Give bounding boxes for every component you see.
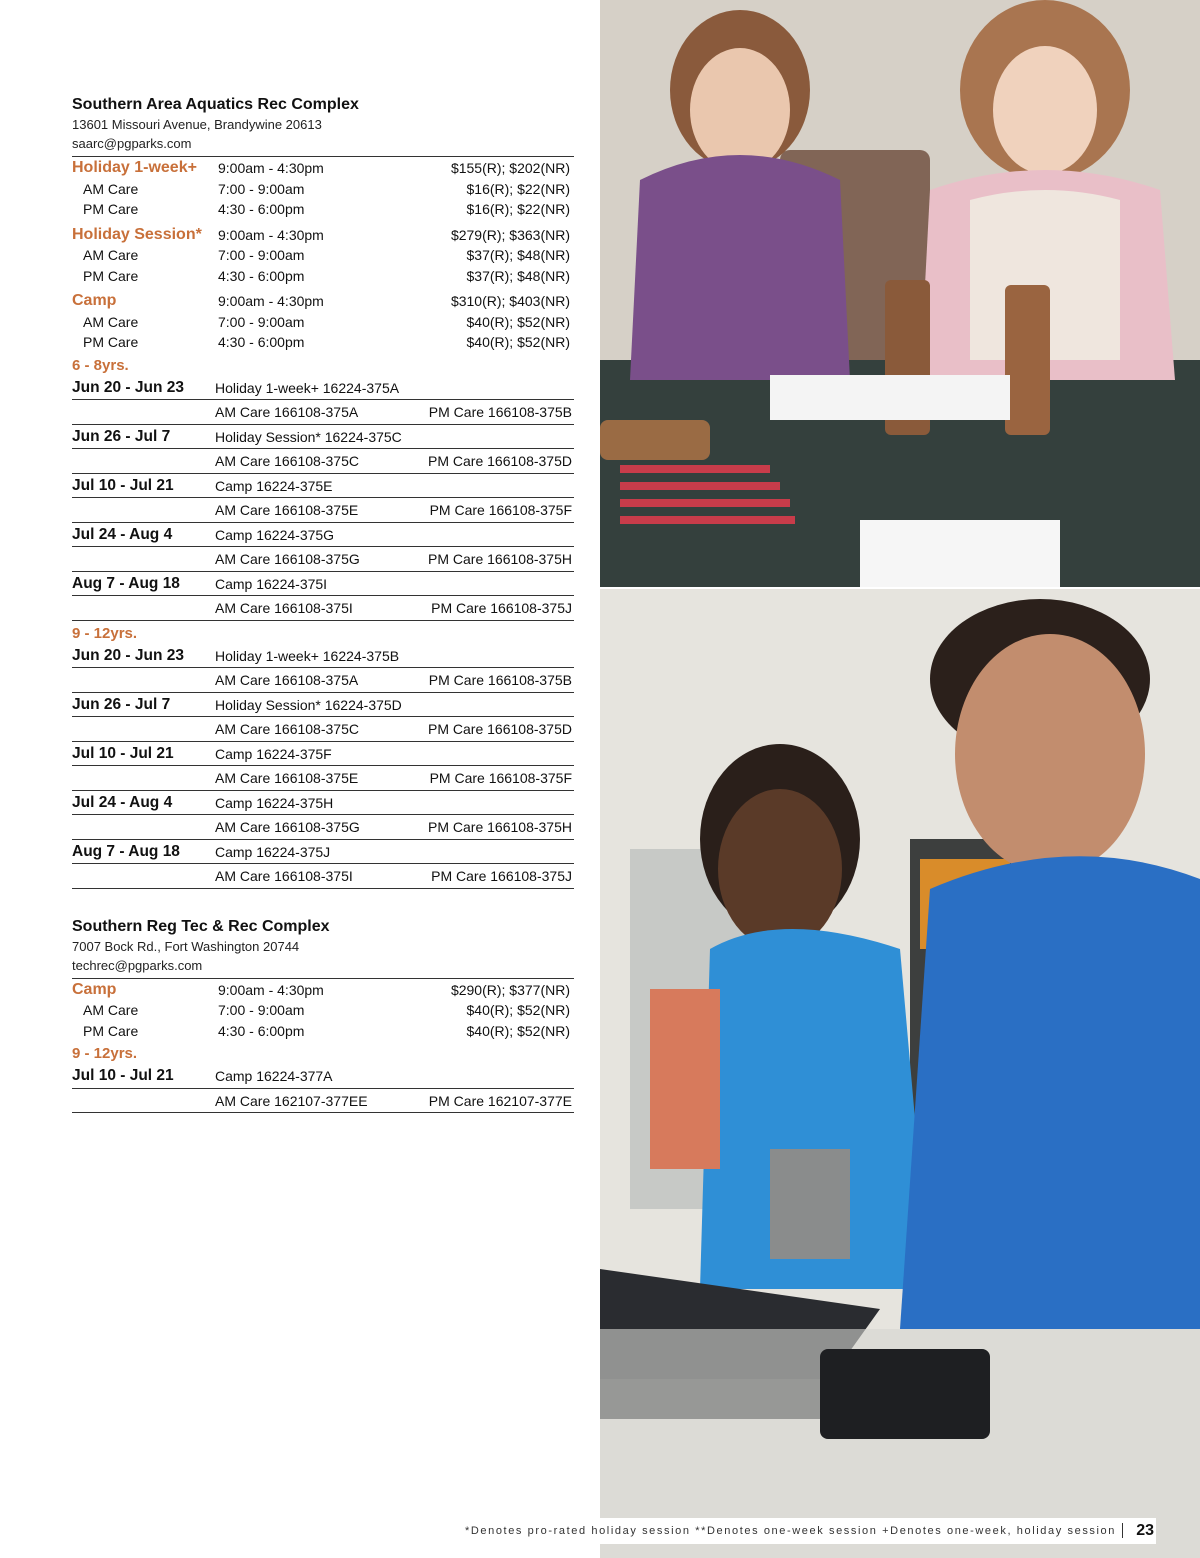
care-row xyxy=(72,864,574,889)
facility-email[interactable]: techrec@pgparks.com xyxy=(72,957,203,973)
page-divider xyxy=(1122,1523,1123,1538)
photo-kids-robotics xyxy=(600,589,1200,1558)
fee-price: $310(R); $403(NR) xyxy=(450,293,570,309)
session-program: Camp 16224-375I xyxy=(215,575,328,592)
care-row xyxy=(72,766,574,791)
pm-care-code: PM Care 166108-375H xyxy=(428,551,572,567)
fee-row xyxy=(72,1021,574,1042)
pm-care-code: PM Care 166108-375J xyxy=(431,868,572,884)
fee-row xyxy=(72,332,574,353)
facility-name: Southern Area Aquatics Rec Complex xyxy=(72,96,359,113)
footer-note: *Denotes pro-rated holiday session **Denotes one-week session +Denotes one-week, holiday session xyxy=(464,1525,1116,1537)
fee-time: 7:00 - 9:00am xyxy=(218,180,305,197)
fee-row xyxy=(72,266,574,287)
pm-care-code: PM Care 166108-375F xyxy=(429,770,572,786)
age-group-label: 9 - 12yrs. xyxy=(72,1045,138,1062)
fee-label: AM Care xyxy=(83,313,139,330)
session-row xyxy=(72,644,574,669)
facility-2 xyxy=(72,917,574,1114)
fee-time: 4:30 - 6:00pm xyxy=(218,201,305,217)
care-row xyxy=(72,547,574,572)
session-dates: Jun 26 - Jul 7 xyxy=(72,695,171,713)
fee-row xyxy=(72,291,574,312)
care-row xyxy=(72,449,574,474)
fee-row xyxy=(72,199,574,220)
facility-address: 7007 Bock Rd., Fort Washington 20744 xyxy=(72,938,300,954)
pm-care-code: PM Care 166108-375H xyxy=(428,819,572,835)
fee-price: $37(R); $48(NR) xyxy=(466,247,570,263)
pm-care-code: PM Care 166108-375B xyxy=(428,404,572,420)
fee-label: PM Care xyxy=(83,1022,139,1039)
session-row xyxy=(72,693,574,718)
am-care-code: AM Care 166108-375E xyxy=(215,502,359,518)
fee-time: 7:00 - 9:00am xyxy=(218,247,305,263)
fee-time: 7:00 - 9:00am xyxy=(218,313,305,330)
session-dates: Jul 24 - Aug 4 xyxy=(72,525,173,543)
photo-kids-crafting xyxy=(600,0,1200,587)
session-row xyxy=(72,840,574,865)
session-program: Camp 16224-375E xyxy=(215,477,333,494)
fee-table xyxy=(72,978,574,1042)
session-program: Camp 16224-375H xyxy=(215,794,334,811)
session-dates: Jun 20 - Jun 23 xyxy=(72,646,184,664)
session-program: Holiday 1-week+ 16224-375A xyxy=(215,379,400,396)
session-row xyxy=(72,1064,574,1089)
session-program: Camp 16224-375G xyxy=(215,526,335,543)
care-row xyxy=(72,596,574,621)
session-program: Camp 16224-375F xyxy=(215,745,332,762)
fee-label: AM Care xyxy=(83,247,139,263)
fee-time: 9:00am - 4:30pm xyxy=(218,160,324,176)
session-program: Camp 16224-375J xyxy=(215,843,331,860)
session-dates: Jul 10 - Jul 21 xyxy=(72,1067,174,1084)
session-dates: Jun 20 - Jun 23 xyxy=(72,378,184,396)
session-dates: Aug 7 - Aug 18 xyxy=(72,842,180,860)
pm-care-code: PM Care 166108-375B xyxy=(428,672,572,688)
age-groups xyxy=(72,1044,574,1113)
pm-care-code: PM Care 166108-375D xyxy=(428,721,572,737)
am-care-code: AM Care 166108-375E xyxy=(215,770,359,786)
pm-care-code: PM Care 166108-375D xyxy=(428,453,572,469)
am-care-code: AM Care 166108-375C xyxy=(215,453,359,469)
session-program: Holiday Session* 16224-375C xyxy=(215,428,402,445)
am-care-code: AM Care 166108-375G xyxy=(215,819,360,835)
fee-price: $16(R); $22(NR) xyxy=(466,201,570,217)
pm-care-code: PM Care 162107-377E xyxy=(428,1092,572,1109)
session-program: Holiday 1-week+ 16224-375B xyxy=(215,647,400,664)
fee-row xyxy=(72,980,574,1001)
fee-price: $40(R); $52(NR) xyxy=(466,1022,570,1039)
fee-row xyxy=(72,158,574,179)
fee-price: $40(R); $52(NR) xyxy=(466,1002,570,1018)
am-care-code: AM Care 162107-377EE xyxy=(215,1092,368,1109)
fee-price: $37(R); $48(NR) xyxy=(466,267,570,284)
fee-label: PM Care xyxy=(83,334,139,350)
age-group-label: 9 - 12yrs. xyxy=(72,624,138,642)
fee-label: AM Care xyxy=(83,1002,139,1018)
am-care-code: AM Care 166108-375A xyxy=(215,672,359,688)
fee-label: Camp xyxy=(72,980,117,998)
fee-label: Holiday 1-week+ xyxy=(72,159,197,176)
session-row xyxy=(72,572,574,597)
fee-time: 9:00am - 4:30pm xyxy=(218,981,324,998)
session-dates: Jul 10 - Jul 21 xyxy=(72,476,174,494)
pm-care-code: PM Care 166108-375J xyxy=(431,600,572,616)
facility-address: 13601 Missouri Avenue, Brandywine 20613 xyxy=(72,117,322,132)
fee-label: PM Care xyxy=(83,201,139,217)
am-care-code: AM Care 166108-375A xyxy=(215,404,359,420)
fee-row xyxy=(72,179,574,200)
fee-label: PM Care xyxy=(83,267,139,284)
facility-email[interactable]: saarc@pgparks.com xyxy=(72,136,192,151)
session-row xyxy=(72,425,574,450)
fee-price: $155(R); $202(NR) xyxy=(450,160,570,176)
facility-1 xyxy=(72,95,574,889)
fee-row xyxy=(72,312,574,333)
fee-price: $16(R); $22(NR) xyxy=(466,180,570,197)
session-dates: Jul 10 - Jul 21 xyxy=(72,744,174,762)
care-row xyxy=(72,1089,574,1114)
session-row xyxy=(72,791,574,816)
fee-time: 4:30 - 6:00pm xyxy=(218,334,305,350)
fee-price: $279(R); $363(NR) xyxy=(450,226,570,243)
care-row xyxy=(72,717,574,742)
care-row xyxy=(72,668,574,693)
schedule-column xyxy=(72,95,574,1113)
fee-time: 4:30 - 6:00pm xyxy=(218,267,305,284)
care-row xyxy=(72,815,574,840)
fee-row xyxy=(72,1000,574,1021)
am-care-code: AM Care 166108-375C xyxy=(215,721,359,737)
age-groups xyxy=(72,356,574,889)
am-care-code: AM Care 166108-375I xyxy=(215,868,353,884)
am-care-code: AM Care 166108-375I xyxy=(215,600,353,616)
photo-illustration xyxy=(600,589,1200,1558)
session-dates: Jun 26 - Jul 7 xyxy=(72,427,171,445)
fee-label: AM Care xyxy=(83,180,139,197)
fee-row xyxy=(72,225,574,246)
age-group-label: 6 - 8yrs. xyxy=(72,356,129,374)
fee-price: $290(R); $377(NR) xyxy=(450,981,570,998)
session-dates: Jul 24 - Aug 4 xyxy=(72,793,173,811)
care-row xyxy=(72,498,574,523)
photo-illustration xyxy=(600,0,1200,587)
session-row xyxy=(72,742,574,767)
fee-label: Holiday Session* xyxy=(72,225,202,243)
fee-time: 9:00am - 4:30pm xyxy=(218,293,324,309)
session-program: Holiday Session* 16224-375D xyxy=(215,696,402,713)
session-dates: Aug 7 - Aug 18 xyxy=(72,574,180,592)
page-number: 23 xyxy=(1136,1522,1154,1539)
fee-time: 7:00 - 9:00am xyxy=(218,1002,305,1018)
pm-care-code: PM Care 166108-375F xyxy=(429,502,572,518)
session-row xyxy=(72,376,574,401)
fee-time: 4:30 - 6:00pm xyxy=(218,1022,305,1039)
fee-table xyxy=(72,156,574,353)
fee-time: 9:00am - 4:30pm xyxy=(218,226,324,243)
facility-name: Southern Reg Tec & Rec Complex xyxy=(72,917,330,935)
session-row xyxy=(72,523,574,548)
care-row xyxy=(72,400,574,425)
session-program: Camp 16224-377A xyxy=(215,1068,333,1084)
am-care-code: AM Care 166108-375G xyxy=(215,551,360,567)
fee-row xyxy=(72,245,574,266)
fee-price: $40(R); $52(NR) xyxy=(466,334,570,350)
session-row xyxy=(72,474,574,499)
fee-price: $40(R); $52(NR) xyxy=(466,313,570,330)
fee-label: Camp xyxy=(72,292,117,309)
